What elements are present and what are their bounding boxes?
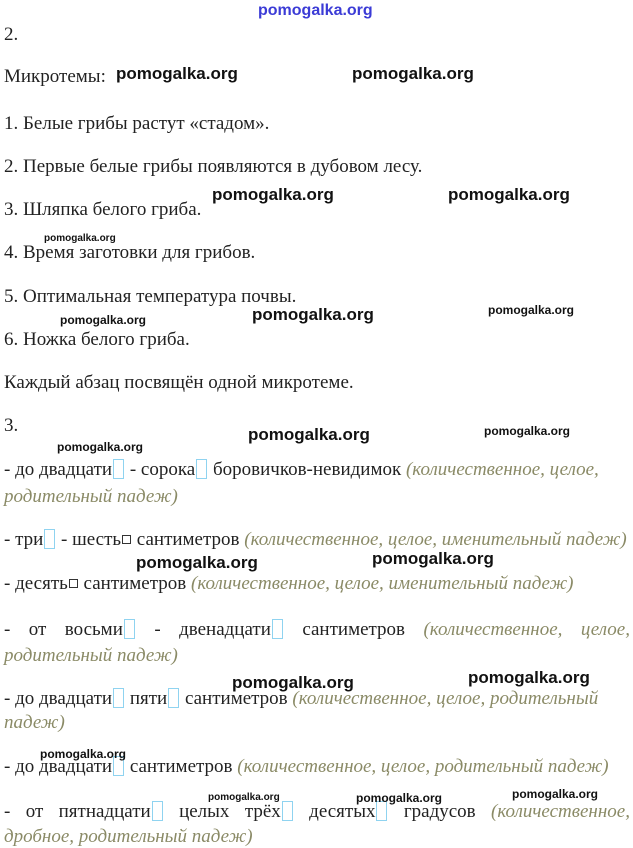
numeral-entry: [4, 801, 630, 823]
watermark: pomogalka.org: [352, 64, 474, 83]
numeral-text: боровичков-невидимок: [212, 459, 402, 480]
numeral-text: сантиметров: [184, 688, 288, 709]
watermark: pomogalka.org: [212, 185, 334, 204]
microtheme-item: 2. Первые белые грибы появляются в дубовом лесу.: [4, 156, 423, 177]
grammar-note: (количественное, целое,: [405, 459, 599, 480]
grammar-note: (количественное, целое, именительный падеж): [244, 529, 627, 550]
highlight-marker: [272, 619, 283, 639]
section-number: 2.: [4, 24, 19, 45]
watermark: pomogalka.org: [232, 673, 354, 692]
grammar-note: (количественное, целое, именительный падеж): [191, 573, 574, 594]
numeral-text: - до двадцати: [4, 688, 113, 709]
numeral-text: -: [154, 619, 161, 640]
watermark: pomogalka.org: [57, 440, 144, 454]
numeral-entry: [4, 459, 599, 481]
numeral-text: -: [4, 619, 11, 640]
grammar-note: дробное, родительный падеж): [4, 826, 253, 847]
watermark: pomogalka.org: [60, 313, 147, 327]
numeral-word: трёх: [244, 801, 281, 822]
watermark: pomogalka.org: [356, 791, 443, 805]
watermark: pomogalka.org: [136, 553, 258, 572]
watermark: pomogalka.org: [40, 747, 127, 761]
microtheme-item: 3. Шляпка белого гриба.: [4, 199, 202, 220]
section-conclusion: Каждый абзац посвящён одной микротеме.: [4, 372, 354, 393]
numeral-text: от: [28, 619, 47, 640]
numeral-text: - сорока: [129, 459, 196, 480]
grammar-note: родительный падеж): [4, 645, 178, 666]
watermark: pomogalka.org: [248, 425, 370, 444]
site-title[interactable]: pomogalka.org: [258, 2, 373, 19]
numeral-word: восьми: [64, 619, 123, 640]
numeral-text: сантиметров: [83, 573, 187, 594]
numeral-text: сантиметров: [129, 756, 233, 777]
highlight-marker: [168, 688, 179, 708]
numeral-text: - до двадцати: [4, 459, 113, 480]
numeral-text: пяти: [129, 688, 168, 709]
watermark: pomogalka.org: [372, 549, 494, 568]
watermark: pomogalka.org: [252, 305, 374, 324]
numeral-text: [179, 619, 284, 641]
microtheme-item: 6. Ножка белого гриба.: [4, 329, 190, 350]
highlight-marker: [113, 459, 124, 479]
watermark: pomogalka.org: [44, 233, 116, 244]
highlight-marker: [282, 801, 293, 821]
grammar-note: родительный падеж): [4, 486, 178, 507]
grammar-note: (количественное, целое, родительный падеж): [237, 756, 609, 777]
watermark: pomogalka.org: [512, 787, 599, 801]
numeral-word: десятых: [309, 801, 376, 822]
numeral-text: - три: [4, 529, 44, 550]
watermark: pomogalka.org: [484, 424, 571, 438]
microthemes-heading: Микротемы:: [4, 66, 106, 87]
numeral-text: [245, 801, 294, 823]
highlight-marker: [124, 619, 135, 639]
highlight-marker: [44, 529, 55, 549]
highlight-marker: [196, 459, 207, 479]
microtheme-item: 4. Время заготовки для грибов.: [4, 242, 256, 263]
highlight-marker: [113, 688, 124, 708]
numeral-text: [65, 619, 136, 641]
numeral-text: целых: [179, 801, 230, 822]
numeral-text: [59, 801, 164, 823]
numeral-text: -: [4, 801, 11, 822]
square-marker: [122, 535, 131, 544]
grammar-note: (количественное,: [423, 619, 563, 640]
watermark: pomogalka.org: [116, 64, 238, 83]
numeral-entry: [4, 619, 630, 641]
numeral-entry: [4, 573, 574, 595]
grammar-note: (количественное, целое, родительный: [292, 688, 599, 709]
section-number: 3.: [4, 415, 19, 436]
watermark: pomogalka.org: [488, 303, 575, 317]
watermark: pomogalka.org: [448, 185, 570, 204]
numeral-text: - шесть: [61, 529, 122, 550]
numeral-word: пятнадцати: [58, 801, 151, 822]
watermark: pomogalka.org: [208, 792, 280, 803]
numeral-text: сантиметров: [302, 619, 406, 640]
grammar-note: (количественное,: [491, 801, 630, 822]
numeral-word: двенадцати: [179, 619, 271, 640]
square-marker: [69, 579, 78, 588]
microtheme-item: 5. Оптимальная температура почвы.: [4, 286, 297, 307]
grammar-note: целое,: [580, 619, 630, 640]
numeral-entry: [4, 529, 627, 551]
microtheme-item: 1. Белые грибы растут «стадом».: [4, 113, 270, 134]
grammar-note: падеж): [4, 712, 65, 733]
numeral-text: градусов: [403, 801, 476, 822]
numeral-text: - до двадцати: [4, 756, 113, 777]
numeral-text: - десять: [4, 573, 68, 594]
highlight-marker: [152, 801, 163, 821]
numeral-text: от: [25, 801, 44, 822]
numeral-text: сантиметров: [136, 529, 240, 550]
watermark: pomogalka.org: [468, 668, 590, 687]
